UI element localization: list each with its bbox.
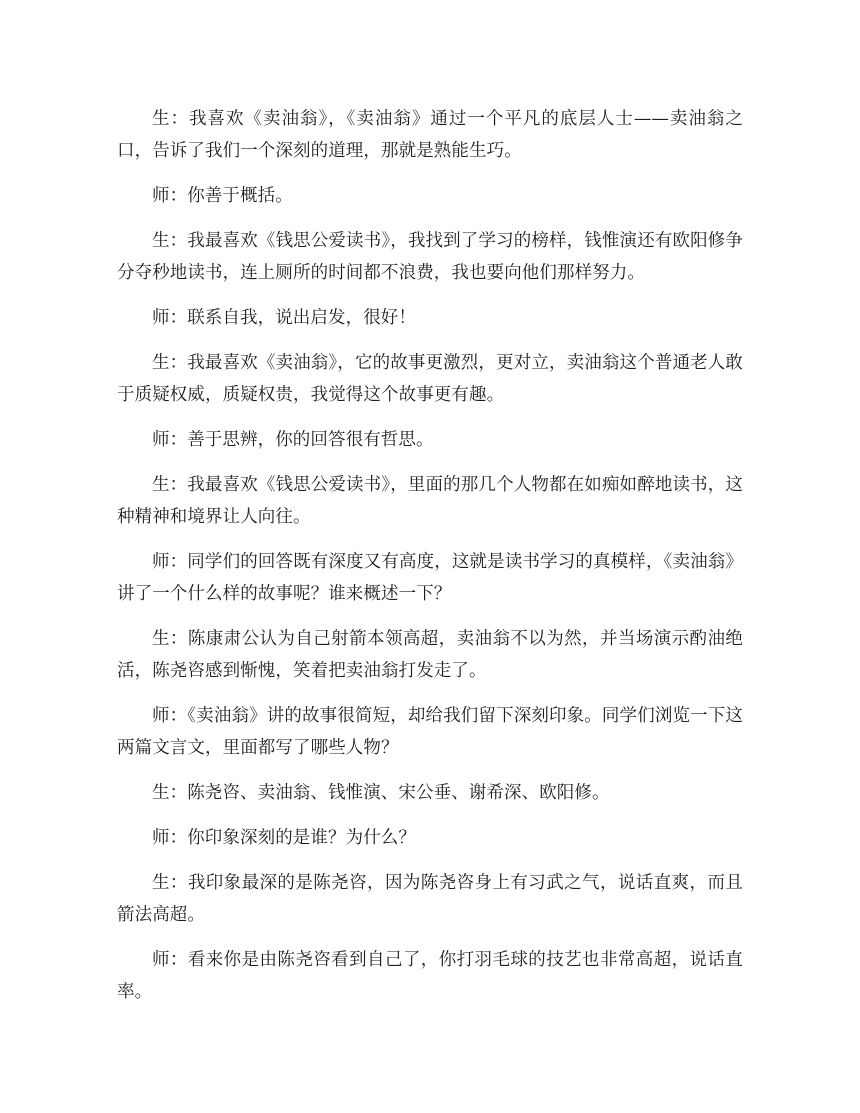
paragraph-3: 生：我最喜欢《钱思公爱读书》，我找到了学习的榜样，钱惟演还有欧阳修争分夺秒地读书，连上厕所的时间都不浪费，我也要向他们那样努力。 [117, 231, 743, 283]
paragraph-6: 师：善于思辨，你的回答很有哲思。 [152, 430, 434, 450]
document-body [117, 103, 743, 1021]
paragraph-12: 师：你印象深刻的是谁？为什么？ [152, 828, 416, 848]
paragraph-14: 师：看来你是由陈尧咨看到自己了，你打羽毛球的技艺也非常高超，说话直率。 [117, 950, 743, 1002]
paragraph-9: 生：陈康肃公认为自己射箭本领高超，卖油翁不以为然，并当场演示酌油绝活，陈尧咨感到惭愧，笑着把卖油翁打发走了。 [117, 629, 743, 681]
paragraph-8: 师：同学们的回答既有深度又有高度，这就是读书学习的真模样，《卖油翁》讲了一个什么样的故事呢？谁来概述一下？ [117, 552, 743, 604]
paragraph-11: 生：陈尧咨、卖油翁、钱惟演、宋公垂、谢希深、欧阳修。 [152, 783, 610, 803]
paragraph-5: 生：我最喜欢《卖油翁》，它的故事更激烈，更对立，卖油翁这个普通老人敢于质疑权威，质疑权贵，我觉得这个故事更有趣。 [117, 353, 743, 405]
paragraph-4: 师：联系自我，说出启发，很好！ [152, 308, 416, 328]
paragraph-2: 师：你善于概括。 [152, 186, 293, 206]
paragraph-10: 师：《卖油翁》讲的故事很简短，却给我们留下深刻印象。同学们浏览一下这两篇文言文，里面都写了哪些人物？ [117, 706, 743, 758]
paragraph-13: 生：我印象最深的是陈尧咨，因为陈尧咨身上有习武之气，说话直爽，而且箭法高超。 [117, 873, 743, 925]
paragraph-7: 生：我最喜欢《钱思公爱读书》，里面的那几个人物都在如痴如醉地读书，这种精神和境界让人向往。 [117, 475, 743, 527]
paragraph-1: 生：我喜欢《卖油翁》，《卖油翁》通过一个平凡的底层人士——卖油翁之口，告诉了我们一个深刻的道理，那就是熟能生巧。 [117, 109, 743, 161]
